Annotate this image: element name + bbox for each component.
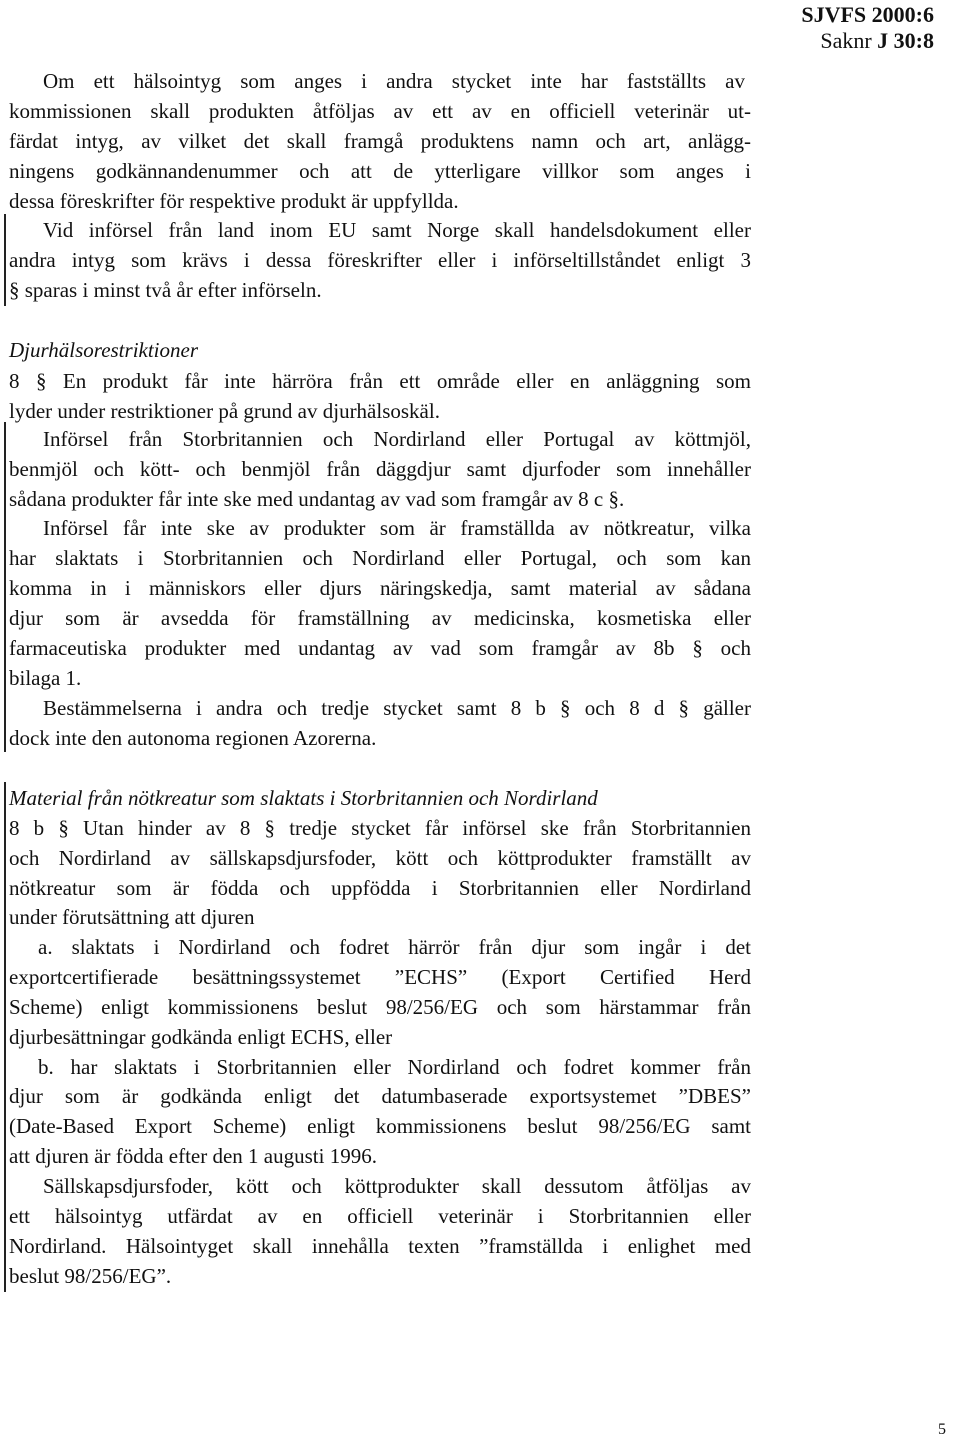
saknr-prefix: Saknr [820, 28, 872, 53]
body-line: ningens godkännandenummer och att de ytterligare villkor som anges i [9, 159, 751, 183]
body-line: djur som är godkända enligt det datumbaserade exportsystemet ”DBES” [9, 1084, 751, 1108]
body-line: exportcertifierade besättningssystemet ”ECHS” (Export Certified Herd [9, 965, 751, 989]
change-bar [4, 782, 6, 1292]
body-line: Om ett hälsointyg som anges i andra stycket inte har fastställts av [43, 69, 745, 93]
page-number: 5 [938, 1421, 946, 1438]
body-line: beslut 98/256/EG”. [9, 1264, 172, 1288]
body-line: (Date-Based Export Scheme) enligt kommissionens beslut 98/256/EG samt [9, 1114, 751, 1138]
body-line: ett hälsointyg utfärdat av en officiell veterinär i Storbritannien eller [9, 1204, 751, 1228]
change-bar [4, 214, 6, 306]
body-line: § sparas i minst två år efter införseln. [9, 278, 322, 302]
body-line: Nordirland. Hälsointyget skall innehålla texten ”framställda i enlighet med [9, 1234, 751, 1258]
body-line: och Nordirland av sällskapsdjursfoder, kött och köttprodukter framställt av [9, 846, 751, 870]
body-line: lyder under restriktioner på grund av djurhälsoskäl. [9, 399, 440, 423]
body-line: dock inte den autonoma regionen Azorerna. [9, 726, 377, 750]
body-line: a. slaktats i Nordirland och fodret härrör från djur som ingår i det [38, 935, 751, 959]
body-line: har slaktats i Storbritannien och Nordirland eller Portugal, och som kan [9, 546, 751, 570]
saknr-line [801, 28, 934, 54]
body-line: djur som är avsedda för framställning av medicinska, kosmetiska eller [9, 606, 751, 630]
body-line: dessa föreskrifter för respektive produkt är uppfyllda. [9, 189, 459, 213]
body-line: 8 § En produkt får inte härröra från ett område eller en anläggning som [9, 369, 751, 393]
document-header [801, 2, 934, 54]
document-code: SJVFS 2000:6 [801, 2, 934, 27]
body-line: Sällskapsdjursfoder, kött och köttprodukter skall dessutom åtföljas av [43, 1174, 751, 1198]
body-line: Vid införsel från land inom EU samt Norge skall handelsdokument eller [43, 218, 751, 242]
body-line: att djuren är födda efter den 1 augusti 1996. [9, 1144, 377, 1168]
body-line: 8 b § Utan hinder av 8 § tredje stycket får införsel ske från Storbritannien [9, 816, 751, 840]
body-line: Scheme) enligt kommissionens beslut 98/256/EG och som härstammar från [9, 995, 751, 1019]
saknr-value: J 30:8 [877, 28, 934, 53]
body-line: under förutsättning att djuren [9, 905, 255, 929]
body-line: Införsel får inte ske av produkter som är framställda av nötkreatur, vilka [43, 516, 751, 540]
section-heading: Material från nötkreatur som slaktats i Storbritannien och Nordirland [9, 786, 598, 810]
body-line: komma in i människors eller djurs näringskedja, samt material av sådana [9, 576, 751, 600]
body-line: bilaga 1. [9, 666, 82, 690]
body-line: b. har slaktats i Storbritannien eller Nordirland och fodret kommer från [38, 1055, 751, 1079]
body-line: andra intyg som krävs i dessa föreskrifter eller i införseltillståndet enligt 3 [9, 248, 751, 272]
body-line: Bestämmelserna i andra och tredje stycket samt 8 b § och 8 d § gäller [43, 696, 751, 720]
change-bar [4, 422, 6, 752]
body-line: farmaceutiska produkter med undantag av vad som framgår av 8b § och [9, 636, 751, 660]
section-heading: Djurhälsorestriktioner [9, 338, 199, 362]
body-line: kommissionen skall produkten åtföljas av ett av en officiell veterinär ut- [9, 99, 751, 123]
body-line: nötkreatur som är födda och uppfödda i Storbritannien eller Nordirland [9, 876, 751, 900]
body-line: Införsel från Storbritannien och Nordirland eller Portugal av köttmjöl, [43, 427, 751, 451]
body-line: djurbesättningar godkända enligt ECHS, eller [9, 1025, 393, 1049]
body-line: benmjöl och kött- och benmjöl från däggdjur samt djurfoder som innehåller [9, 457, 751, 481]
body-line: sådana produkter får inte ske med undantag av vad som framgår av 8 c §. [9, 487, 625, 511]
body-line: färdat intyg, av vilket det skall framgå produktens namn och art, anlägg- [9, 129, 751, 153]
